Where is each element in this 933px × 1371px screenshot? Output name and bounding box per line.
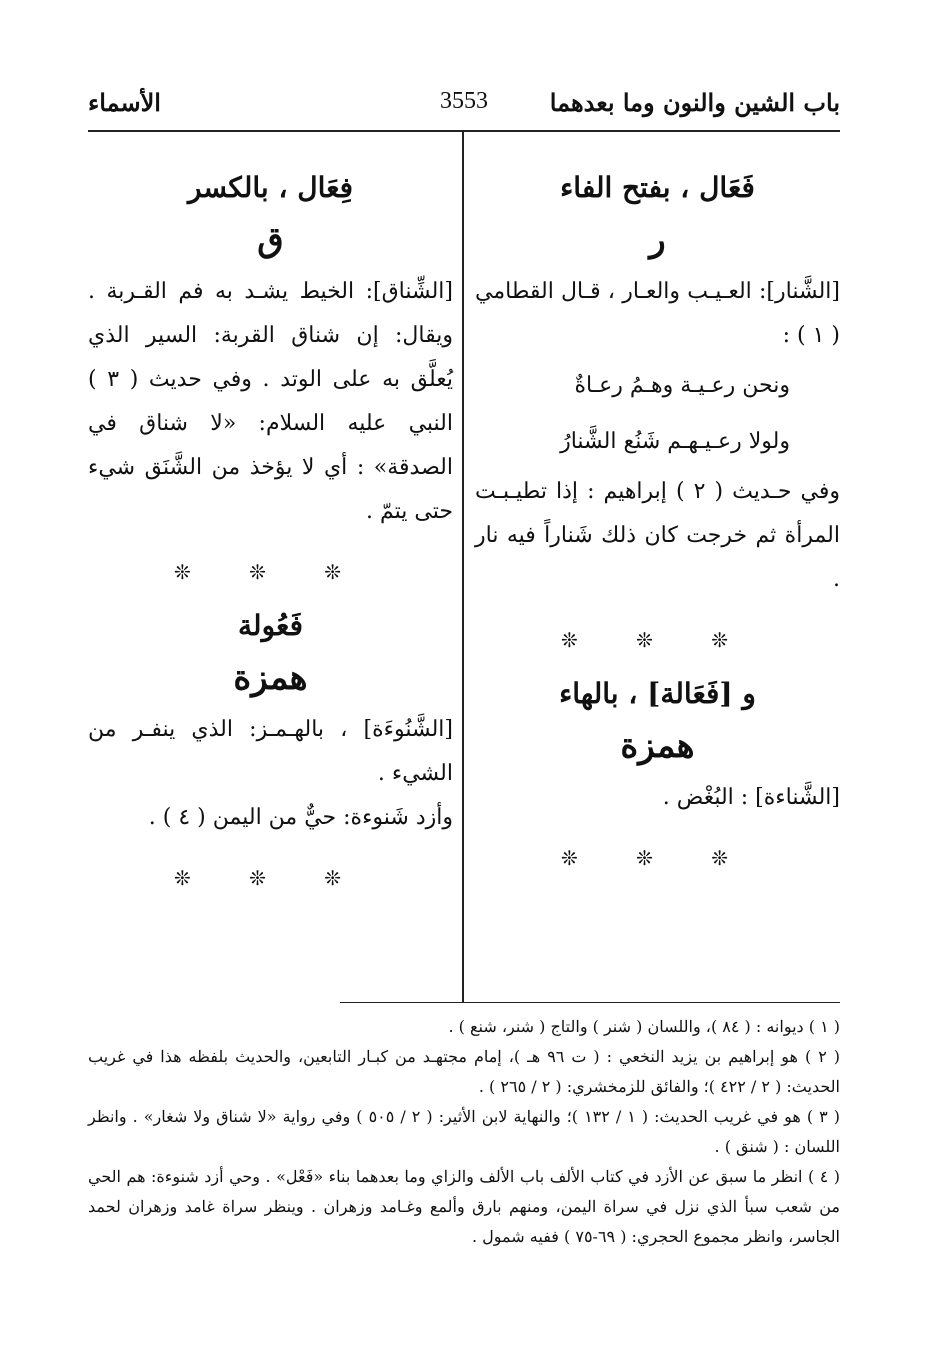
section-separator: ❊ ❊ ❊ [561,846,754,870]
page-number: 3553 [440,88,488,114]
left-column [88,150,453,912]
letter-heading: همزة [233,658,308,698]
letter-heading: ر [649,220,666,260]
footnote-2: ( ٢ ) هو إبراهيم بن يزيد النخعي : ( ت ٩٦ هـ )، إمام مجتهـد من كبـار التابعين، والحديث بلفظه هذا في غريب الحديث: ( ٢ / ٤٢٢ )؛ والفائق للزمخشري: ( ٢ / ٢٦٥ ) . [88,1047,840,1096]
pattern-heading: فَعُولة [238,609,303,642]
verse-line-1: ونحن رعـيـة وهـمُ رعـاةٌ [574,373,790,398]
footnote-4: ( ٤ ) انظر ما سبق عن الأزد في كتاب الألف باب الألف والزاي وما بعدهما بناء «فَعْل» . وحي أزد شنوءة: هم الحي من شعب سبأ الذي نزل في سراة اليمن، ومنهم بارق وألمع وغـامد وزهران . وينظر سراة غامد وزهران لحمد الجاسر، وانظر مجموع الحجري: ( ٦٩-٧٥ ) ففيه شمول . [88,1167,841,1246]
pattern-heading: و [فَعَالة] ، بالهاء [559,677,756,710]
right-column [475,150,840,892]
column-divider [462,131,464,1002]
entry-shinaq: [الشِّناق]: الخيط يشـد به فم القـربة . ويقال: إن شناق القربة: السير الذي يُعلَّق به على الوتد . وفي حديث ( ٣ ) النبي عليه السلام: «لا شناق في الصدقة» : أي لا يؤخذ من الشَّنَق شيء حتى يتمّ . [88,279,453,524]
section-separator: ❊ ❊ ❊ [174,560,367,584]
footnote-rule [340,1002,840,1003]
page-header [88,88,840,128]
letter-heading: همزة [620,726,695,766]
chapter-title: باب الشين والنون وما بعدهما [549,88,840,117]
pattern-heading: فِعَال ، بالكسر [187,171,354,204]
footnote-3: ( ٣ ) هو في غريب الحديث: ( ١ / ١٣٢ )؛ والنهاية لابن الأثير: ( ٢ / ٥٠٥ ) وفي رواية «لا شناق ولا شغار» . وانظر اللسان : ( شنق ) . [88,1107,841,1156]
letter-heading: ق [257,220,284,260]
section-title: الأسماء [88,88,161,117]
entry-shanuua: [الشَّنُوءَة] ، بالهـمـز: الذي ينفـر من الشيء . [88,717,453,786]
entry-hadith-ibrahim: وفي حـديث ( ٢ ) إبراهيم : إذا تطيـبـت المرأة ثم خرجت كان ذلك شَناراً فيه نار . [475,479,841,592]
pattern-heading: فَعَال ، بفتح الفاء [560,171,755,204]
header-rule [88,130,840,132]
verse-line-2: ولولا رعـيـهـم شَنُع الشَّنارُ [560,429,790,454]
entry-shanaa: [الشَّناءة] : البُغْض . [662,785,840,810]
entry-shanar: [الشَّنار]: العـيـب والعـار ، قـال القطامي ( ١ ) : [475,279,840,348]
section-separator: ❊ ❊ ❊ [174,866,367,890]
footnote-1: ( ١ ) ديوانه : ( ٨٤ )، واللسان ( شنر ) والتاج ( شنر، شنع ) . [448,1017,840,1036]
section-separator: ❊ ❊ ❊ [561,628,754,652]
entry-azd-shanuua: وأزد شَنوءة: حيٌّ من اليمن ( ٤ ) . [148,805,453,830]
footnotes [88,1012,840,1252]
